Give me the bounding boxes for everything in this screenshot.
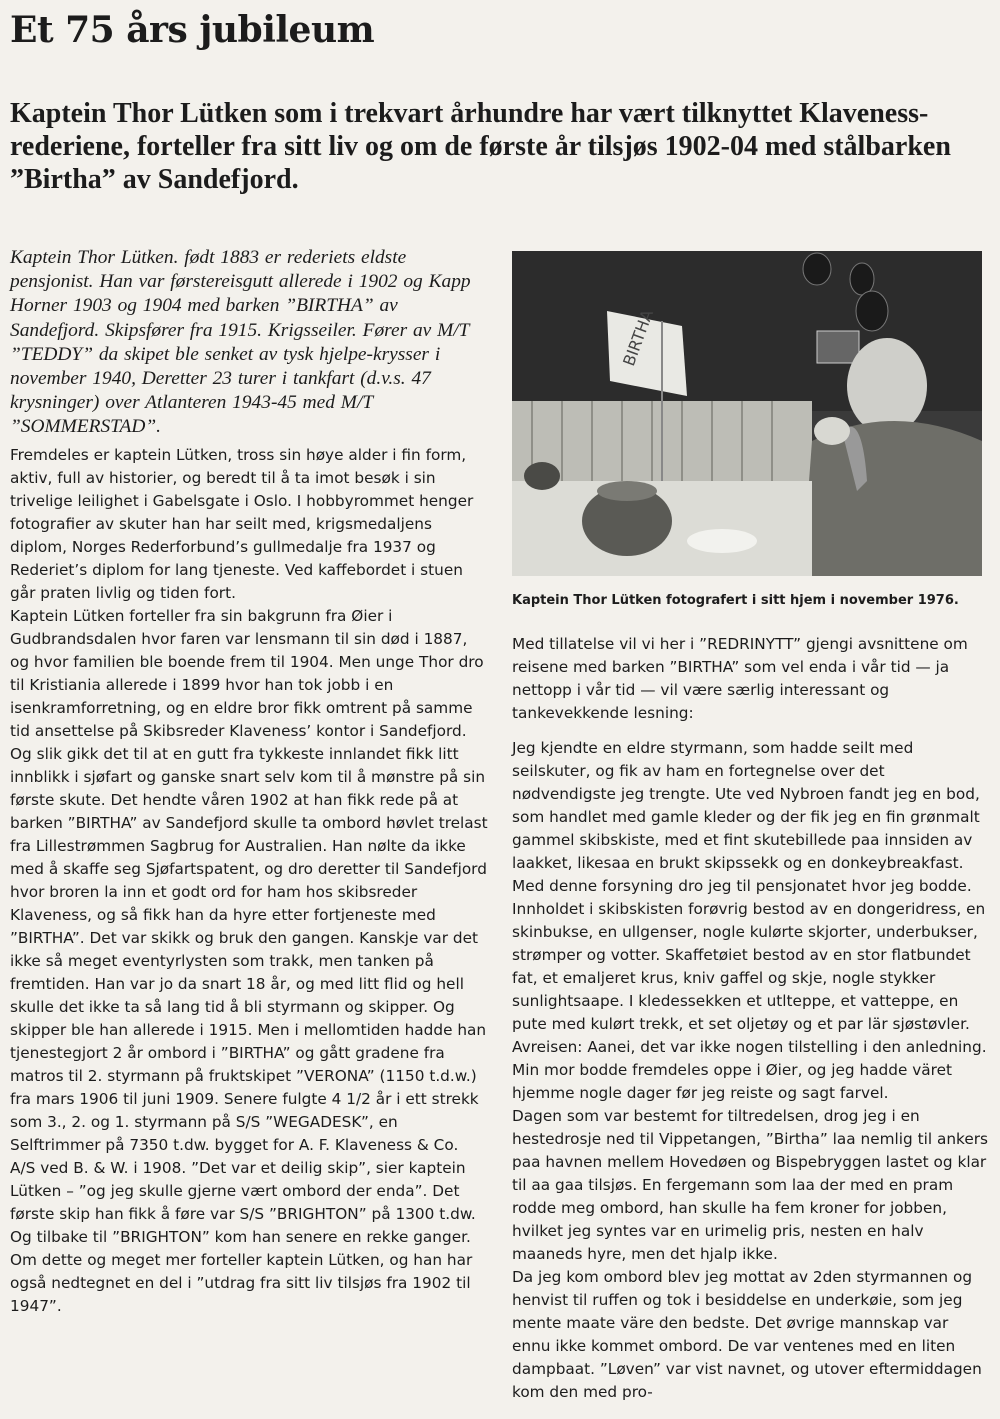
flag-text: BIRTHA: [619, 307, 658, 369]
photo-caption: Kaptein Thor Lütken fotografert i sitt hjem i november 1976.: [512, 593, 959, 608]
intro-paragraph: Kaptein Thor Lütken. født 1883 er rederiets eldste pensjonist. Han var førstereisgutt allerede i 1902 og Kapp Horner 1903 og 1904 med barken ”BIRTHA” av Sandefjord. Skipsfører fra 1915. Krigsseiler. Fører av M/T ”TEDDY” da skipet ble senket av tysk hjelpe-krysser i november 1940, Deretter 23 turer i tankfart (d.v.s. 47 krysninger) over Atlanteren 1943-45 med M/T ”SOMMERSTAD”.: [10, 247, 471, 438]
left-column: [10, 246, 488, 1318]
quoted-paragraph: Dagen som var bestemt for tiltredelsen, drog jeg i en hestedrosje ned til Vippetangen, ”Birtha” laa nemlig til ankers paa havnen mellem Hovedøen og Bispebryggen lastet og klar til aa gaa tilsjøs. En fergemann som laa der med en pram rodde meg ombord, han skulle ha fem kroner for jobben, hvilket jeg syntes var en urimelig pris, nesten en halv maaneds hyre, men det hjalp ikke.: [512, 1107, 989, 1263]
right-intro-paragraph: Med tillatelse vil vi her i ”REDRINYTT” gjengi avsnittene om reisene med barken ”BIRTHA” som vel enda i vår tid — ja nettopp i vår tid — vil være særlig interessant og tankevekkende lesning:: [512, 635, 968, 722]
quoted-paragraph: Da jeg kom ombord blev jeg mottat av 2den styrmannen og henvist til ruffen og tok i besiddelse en underkøie, som jeg mente maate väre den bedste. Det øvrige mannskap var ennu ikke kommet ombord. De var ventenes med en liten dampbaat. ”Løven” var vist navnet, og utover eftermiddagen kom den med pro-: [512, 1268, 982, 1401]
right-column: [512, 633, 990, 1404]
body-paragraph: Fremdeles er kaptein Lütken, tross sin høye alder i fin form, aktiv, full av historier, og beredt til å ta imot besøk i sin trivelige leilighet i Gabelsgate i Oslo. I hobbyrommet henger fotografier av skuter han har seilt med, krigsmedaljens diplom, Norges Rederforbund’s gullmedalje fra 1937 og Rederiet’s diplom for lang tjeneste. Ved kaffebordet i stuen går praten livlig og tiden fort.: [10, 445, 474, 602]
quoted-paragraph: Jeg kjendte en eldre styrmann, som hadde seilt med seilskuter, og fik av ham en fortegnelse over det nødvendigste jeg trengte. Ute ved Nybroen fandt jeg en bod, som handlet med gamle kleder og der fik jeg en fin grønmalt gammel skibskiste, med et fint skutebillede paa innsiden av laakket, likesaa en brukt skipssekk og en donkeybreakfast. Med denne forsyning dro jeg til pensjonatet hvor jeg bodde. Innholdet i skibskisten forøvrig bestod av en dongeridress, en skinbukse, en ullgenser, nogle kulørte skjorter, underbukser, strømper og votter. Skaffetøiet bestod av en stor flatbundet fat, et emaljeret krus, kniv gaffel og skje, nogle stykker sunlightsaape. I kledessekken et utlteppe, et vatteppe, en pute med kulørt trekk, et set oljetøy og et par lär sjøstøvler.: [512, 739, 986, 1033]
body-paragraph: Kaptein Lütken forteller fra sin bakgrunn fra Øier i Gudbrandsdalen hvor faren var lensmann til sin død i 1887, og hvor familien ble boende frem til 1904. Men unge Thor dro til Kristiania allerede i 1899 hvor han tok jobb i en isenkramforretning, og en eldre bror fikk omtrent på samme tid ansettelse på Skibsreder Klaveness’ kontor i Sandefjord. Og slik gikk det til at en gutt fra tykkeste innlandet fikk litt innblikk i sjøfart og ganske snart selv kom til å mønstre på sin første skute. Det hendte våren 1902 at han fikk rede på at barken ”BIRTHA” av Sandefjord skulle ta ombord høvlet trelast fra Lillestrømmen Sagbrug for Australien. Han nølte da ikke med å skaffe seg Sjøfartspatent, og dro deretter til Sandefjord hvor broren la inn et godt ord for ham hos skibsreder Klaveness, og så fikk han da hyre etter fortjeneste med ”BIRTHA”. Det var skikk og bruk den gangen. Kanskje var det ikke så meget eventyrlysten som trakk, men tanken på fremtiden. Han var jo da snart 18 år, og med litt flid og hell skulle det ikke ta så lang tid å bli styrmann og skipper. Og skipper ble han allerede i 1915. Men i mellomtiden hadde han tjenestegjort 2 år ombord i ”BIRTHA” og gått gradene fra matros til 2. styrmann på fruktskipet ”VERONA” (1150 t.d.w.) fra mars 1906 til juni 1909. Senere fulgte 4 1/2 år i ett strekk som 3., 2. og 1. styrmann på S/S ”WEGADESK”, en Selftrimmer på 7350 t.dw. bygget for A. F. Klaveness & Co. A/S ved B. & W. i 1908. ”Det var et deilig skip”, sier kaptein Lütken – ”og jeg skulle gjerne vært ombord der enda”. Det første skip han fikk å føre var S/S ”BRIGHTON” på 1300 t.dw. Og tilbake til ”BRIGHTON” kom han senere en rekke ganger. Om dette og meget mer forteller kaptein Lütken, og han har også nedtegnet en del i ”utdrag fra sitt liv tilsjøs fra 1902 til 1947”.: [10, 606, 488, 1315]
article-title: Et 75 års jubileum: [10, 9, 375, 51]
article-lead: Kaptein Thor Lütken som i trekvart århundre har vært tilknyttet Klaveness-rederiene, forteller fra sitt liv og om de første år tilsjøs 1902-04 med stålbarken ”Birtha” av Sandefjord.: [10, 98, 951, 195]
quoted-paragraph: Avreisen: Aanei, det var ikke nogen tilstelling i den anledning. Min mor bodde fremdeles oppe i Øier, og jeg hadde väret hjemme nogle dager før jeg reiste og sagt farvel.: [512, 1038, 987, 1102]
portrait-photo: [512, 251, 982, 576]
